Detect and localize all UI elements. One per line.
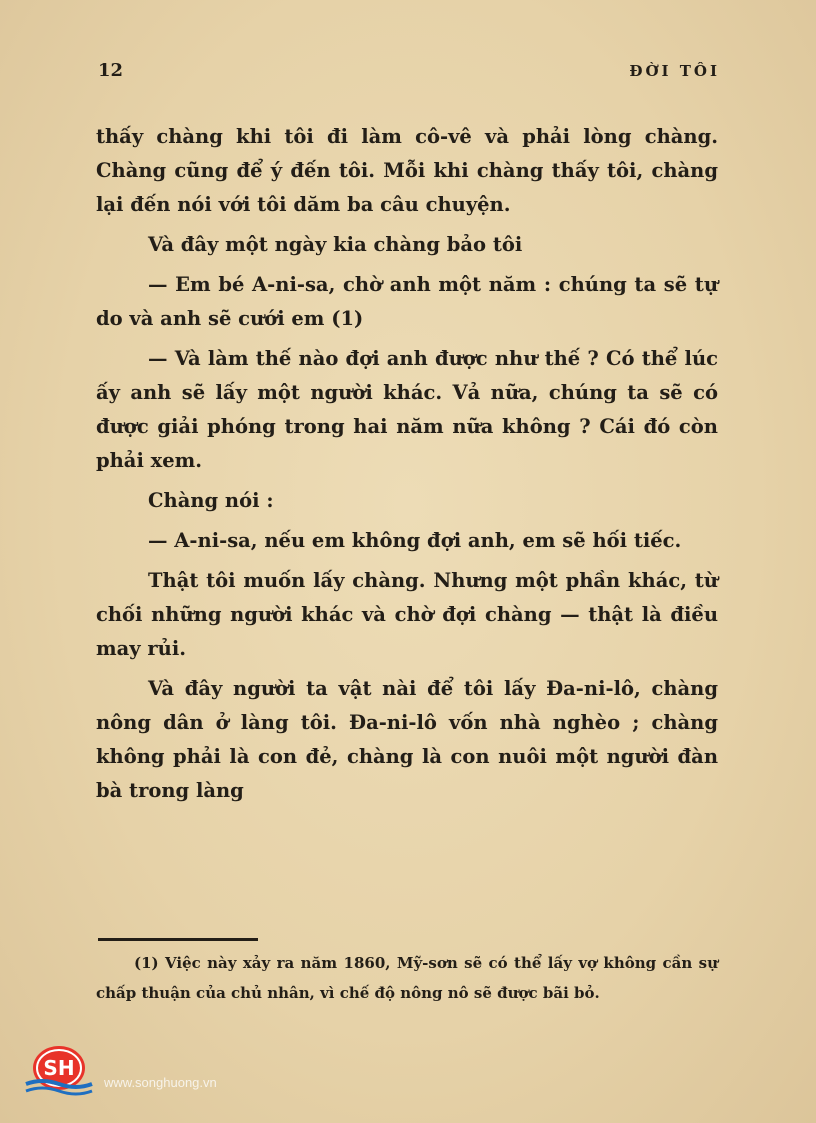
paragraph: Chàng nói : [148, 489, 274, 512]
paragraph: — Và làm thế nào đợi anh được như thế ? Có thể lúc ấy anh sẽ lấy một người khác. Vả nữa, chúng ta sẽ có được giải phóng trong hai năm nữa không ? Cái đó còn phải xem. [96, 347, 718, 472]
footnote-text: (1) Việc này xảy ra năm 1860, Mỹ-sơn sẽ có thể lấy vợ không cần sự chấp thuận của chủ nhân, vì chế độ nông nô sẽ được bãi bỏ. [96, 954, 718, 1002]
website-watermark: www.songhuong.vn [104, 1075, 217, 1090]
paragraph: Và đây người ta vật nài để tôi lấy Đa-ni-lô, chàng nông dân ở làng tôi. Đa-ni-lô vốn nhà nghèo ; chàng không phải là con đẻ, chàng là con nuôi một người đàn bà trong làng [96, 677, 718, 802]
footnote-divider [98, 938, 258, 941]
footnote [96, 948, 718, 1008]
running-title: ĐỜI TÔI [629, 62, 720, 80]
paragraph: Và đây một ngày kia chàng bảo tôi [148, 233, 523, 256]
paragraph: — A-ni-sa, nếu em không đợi anh, em sẽ hối tiếc. [148, 529, 682, 552]
paragraph: — Em bé A-ni-sa, chờ anh một năm : chúng ta sẽ tự do và anh sẽ cưới em (1) [96, 273, 718, 330]
page-number: 12 [98, 60, 124, 81]
body-text [96, 120, 718, 814]
logo-text: SH [43, 1056, 75, 1080]
paragraph: Thật tôi muốn lấy chàng. Nhưng một phần khác, từ chối những người khác và chờ đợi chàng — thật là điều may rủi. [96, 569, 718, 660]
songhuong-logo-icon [22, 1044, 96, 1096]
paragraph: thấy chàng khi tôi đi làm cô-vê và phải lòng chàng. Chàng cũng để ý đến tôi. Mỗi khi chàng thấy tôi, chàng lại đến nói với tôi dăm ba câu chuyện. [96, 125, 718, 216]
